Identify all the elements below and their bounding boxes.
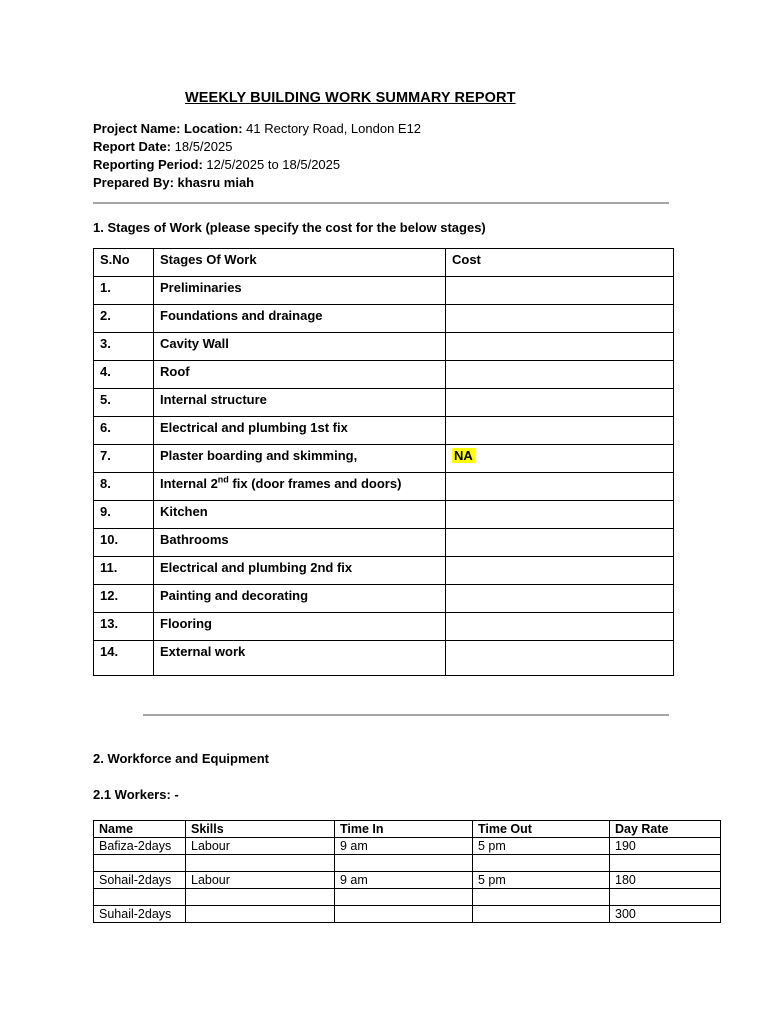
worker-time-out[interactable] [473,906,610,923]
table-row [94,889,721,906]
table-row [94,641,674,676]
report-date-label: Report Date: [93,139,172,154]
row-stage: Internal structure [154,389,446,417]
workers-table [93,820,721,923]
report-title: WEEKLY BUILDING WORK SUMMARY REPORT [185,90,516,106]
row-stage: Cavity Wall [154,333,446,361]
row-stage [154,473,446,501]
header-stage: Stages Of Work [154,249,446,277]
worker-skills[interactable]: Labour [186,838,335,855]
worker-name[interactable]: Suhail-2days [94,906,186,923]
stages-table [93,248,674,676]
row-stage: Preliminaries [154,277,446,305]
table-row [94,417,674,445]
row-cost[interactable] [446,613,674,641]
stages-header-row [94,249,674,277]
table-row [94,872,721,889]
stage-text-pre: Internal 2 [160,476,218,491]
row-cost[interactable] [446,389,674,417]
row-stage: Roof [154,361,446,389]
row-cost[interactable] [446,417,674,445]
worker-time-out[interactable]: 5 pm [473,872,610,889]
project-value: 41 Rectory Road, London E12 [242,121,422,136]
header-day-rate: Day Rate [610,821,721,838]
worker-skills[interactable]: Labour [186,872,335,889]
row-cost[interactable] [446,333,674,361]
worker-time-in[interactable]: 9 am [335,838,473,855]
cost-na-highlight: NA [454,448,473,463]
header-cost: Cost [446,249,674,277]
row-no: 6. [94,417,154,445]
reporting-period-label: Reporting Period: [93,157,203,172]
table-row [94,613,674,641]
row-stage: Bathrooms [154,529,446,557]
row-cost[interactable] [446,277,674,305]
worker-name[interactable]: Bafiza-2days [94,838,186,855]
reporting-period-row [93,156,421,174]
worker-skills[interactable] [186,906,335,923]
stage-text-post: fix (door frames and doors) [228,476,402,491]
table-row [94,838,721,855]
prepared-by-label: Prepared By: khasru miah [93,175,255,190]
row-no: 10. [94,529,154,557]
row-stage: Painting and decorating [154,585,446,613]
project-label: Project Name: Location: [93,121,243,136]
worker-name[interactable] [94,889,186,906]
table-row [94,277,674,305]
worker-time-out[interactable] [473,855,610,872]
row-no: 2. [94,305,154,333]
report-date-value: 18/5/2025 [171,139,233,154]
table-row [94,361,674,389]
worker-time-in[interactable] [335,889,473,906]
header-name: Name [94,821,186,838]
row-stage: Electrical and plumbing 2nd fix [154,557,446,585]
worker-time-in[interactable] [335,855,473,872]
header-sno: S.No [94,249,154,277]
prepared-by-row [93,174,421,192]
worker-day-rate[interactable] [610,855,721,872]
row-stage: Kitchen [154,501,446,529]
divider-top [93,202,669,204]
worker-skills[interactable] [186,855,335,872]
row-no: 9. [94,501,154,529]
table-row [94,529,674,557]
row-stage: Foundations and drainage [154,305,446,333]
row-stage: Electrical and plumbing 1st fix [154,417,446,445]
table-row [94,906,721,923]
divider-middle [143,714,669,716]
table-row [94,389,674,417]
table-row [94,333,674,361]
worker-time-out[interactable] [473,889,610,906]
row-no: 3. [94,333,154,361]
row-stage: Flooring [154,613,446,641]
report-meta [93,120,421,192]
row-no: 13. [94,613,154,641]
row-no: 11. [94,557,154,585]
row-stage: External work [154,641,446,676]
stage-superscript: nd [217,474,229,485]
table-row [94,501,674,529]
header-skills: Skills [186,821,335,838]
row-cost[interactable] [446,501,674,529]
row-cost[interactable] [446,473,674,501]
row-cost[interactable] [446,305,674,333]
worker-time-in[interactable] [335,906,473,923]
row-no: 4. [94,361,154,389]
row-no: 5. [94,389,154,417]
worker-day-rate[interactable]: 180 [610,872,721,889]
table-row [94,557,674,585]
row-no: 14. [94,641,154,676]
row-cost[interactable] [446,361,674,389]
worker-skills[interactable] [186,889,335,906]
row-cost[interactable] [446,585,674,613]
table-row [94,585,674,613]
worker-day-rate[interactable] [610,889,721,906]
row-stage: Plaster boarding and skimming, [154,445,446,473]
table-row [94,305,674,333]
worker-time-in[interactable]: 9 am [335,872,473,889]
header-time-in: Time In [335,821,473,838]
workers-subheading: 2.1 Workers: - [93,787,179,802]
row-cost[interactable] [446,529,674,557]
row-cost[interactable] [446,445,674,473]
stages-heading: 1. Stages of Work (please specify the cost for the below stages) [93,220,486,235]
row-no: 12. [94,585,154,613]
table-row [94,473,674,501]
worker-day-rate[interactable]: 300 [610,906,721,923]
row-no: 7. [94,445,154,473]
row-cost[interactable] [446,641,674,676]
row-no: 8. [94,473,154,501]
table-row [94,855,721,872]
worker-day-rate[interactable]: 190 [610,838,721,855]
header-time-out: Time Out [473,821,610,838]
row-cost[interactable] [446,557,674,585]
report-date-row [93,138,421,156]
project-name-row [93,120,421,138]
row-no: 1. [94,277,154,305]
table-row [94,445,674,473]
worker-time-out[interactable]: 5 pm [473,838,610,855]
workforce-heading: 2. Workforce and Equipment [93,751,270,766]
worker-name[interactable]: Sohail-2days [94,872,186,889]
reporting-period-value: 12/5/2025 to 18/5/2025 [202,157,341,172]
worker-name[interactable] [94,855,186,872]
workers-header-row [94,821,721,838]
